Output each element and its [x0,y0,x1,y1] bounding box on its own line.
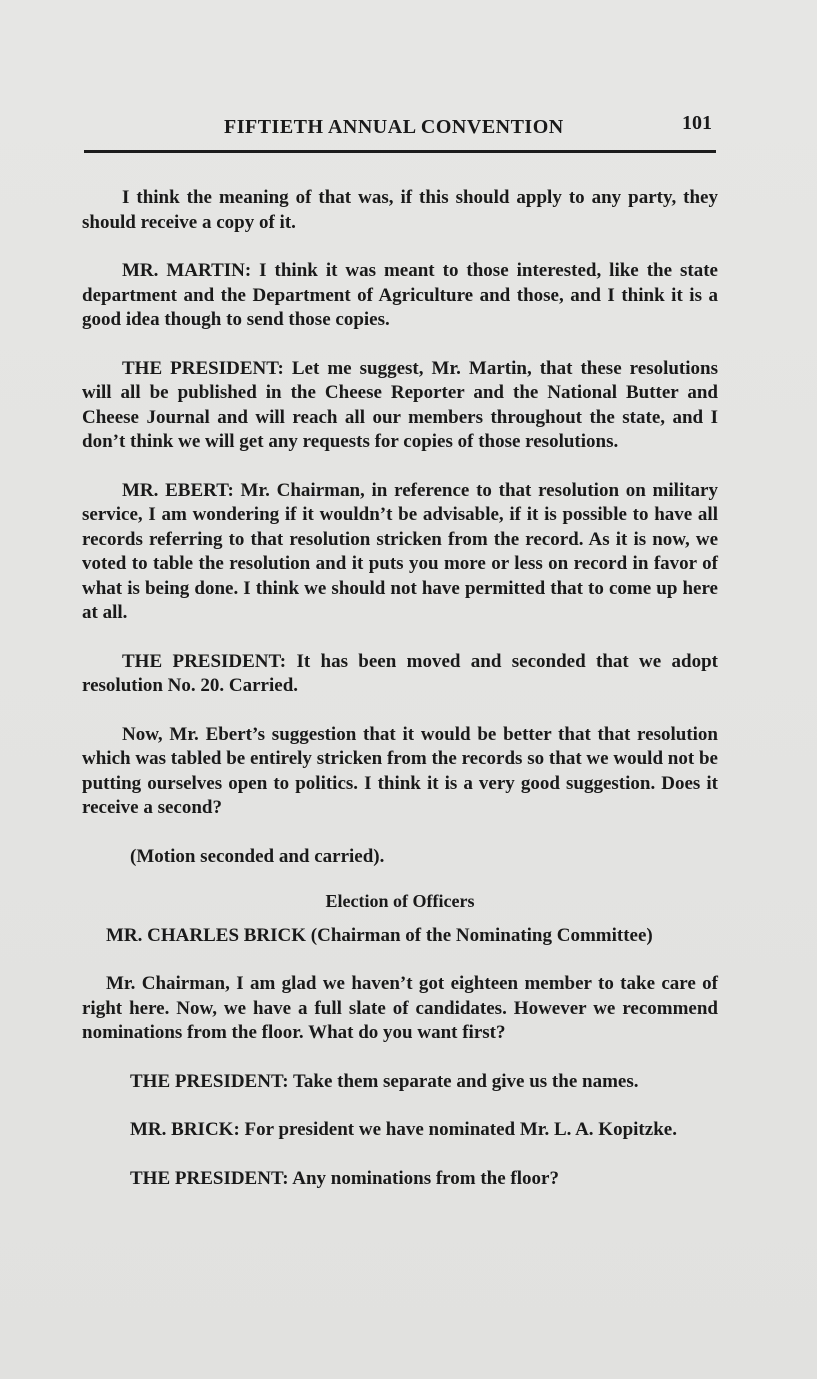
paragraph: THE PRESIDENT: It has been moved and seconded that we adopt resolution No. 20. Carried. [82,650,718,696]
header-rule [84,150,716,153]
paragraph: MR. MARTIN: I think it was meant to those interested, like the state department and the Department of Agriculture and those, and I think it is a good idea though to send those copies. [82,260,718,330]
body-text [82,186,718,1215]
paragraph: MR. EBERT: Mr. Chairman, in reference to that resolution on military service, I am wondering if it wouldn’t be advisable, if it is possible to have all records referring to that resolution stricken from the record. As it is now, we voted to table the resolution and it puts you more or less on record in favor of what is being done. I think we should not have permitted that to come up here at all. [82,479,718,623]
page-header [84,112,716,152]
paragraph: Now, Mr. Ebert’s suggestion that it would be better that that resolution which was tabled be entirely stricken from the records so that we would not be putting ourselves open to politics. I think it is a very good suggestion. Does it receive a second? [82,723,718,818]
paragraph: (Motion seconded and carried). [130,845,385,867]
paragraph: MR. CHARLES BRICK (Chairman of the Nominating Committee) [106,924,653,946]
paragraph: THE PRESIDENT: Take them separate and give us the names. [130,1070,639,1092]
section-heading: Election of Officers [325,891,475,911]
paragraph: THE PRESIDENT: Let me suggest, Mr. Martin, that these resolutions will all be published in the Cheese Reporter and the National Butter and Cheese Journal and will reach all our members throughout the state, and I don’t think we will get any requests for copies of those resolutions. [82,357,718,452]
paragraph: MR. BRICK: For president we have nominated Mr. L. A. Kopitzke. [130,1119,677,1140]
running-title: FIFTIETH ANNUAL CONVENTION [224,116,564,138]
page-number: 101 [682,112,712,134]
paragraph: THE PRESIDENT: Any nominations from the floor? [130,1167,559,1189]
paragraph: Mr. Chairman, I am glad we haven’t got eighteen member to take care of right here. Now, we have a full slate of candidates. However we recommend nominations from the floor. What do you want first? [82,973,718,1043]
paragraph: I think the meaning of that was, if this should apply to any party, they should receive a copy of it. [82,187,718,233]
